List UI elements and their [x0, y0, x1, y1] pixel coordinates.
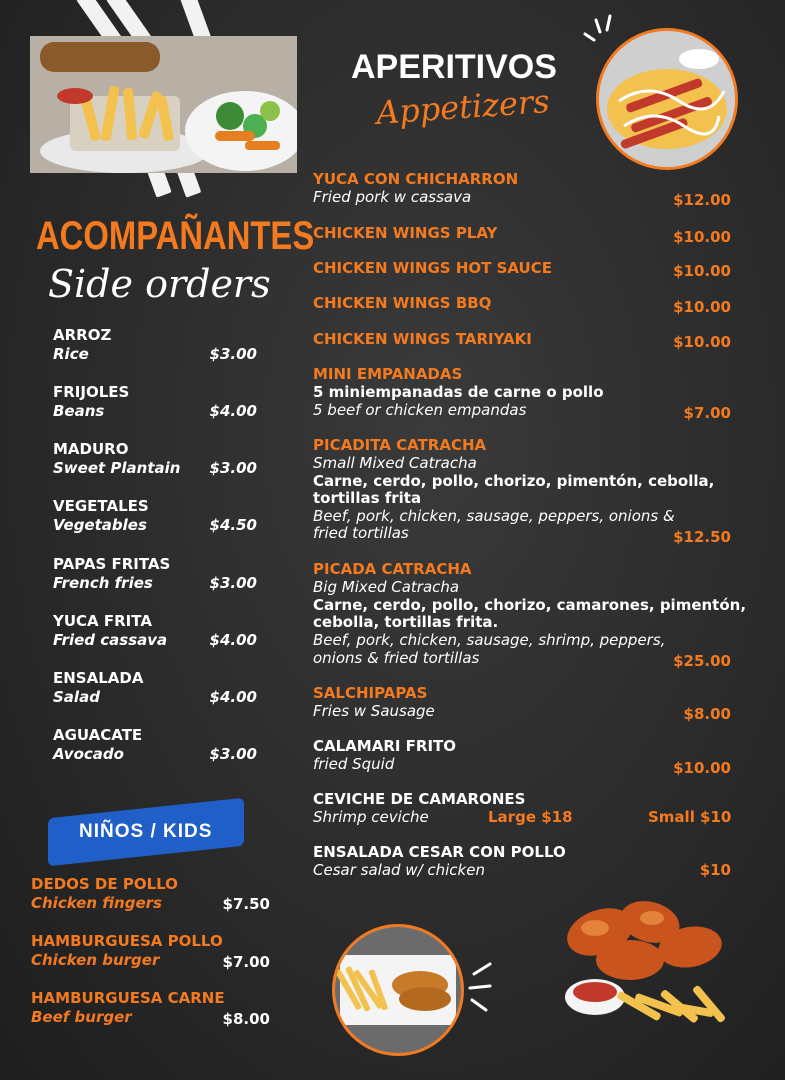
appetizer-item-price: $10.00 [673, 759, 731, 777]
appetizer-item-desc: 5 miniempanadas de carne o pollo [313, 383, 604, 401]
sparkle-icon [580, 12, 620, 52]
appetizer-item-name: CHICKEN WINGS TARIYAKI [313, 330, 532, 348]
appetizer-item-desc: 5 beef or chicken empandas [313, 401, 527, 419]
sides-subtitle: Side orders [48, 262, 271, 306]
appetizer-item-name: MINI EMPANADAS [313, 365, 463, 383]
appetizer-item-desc: Small Mixed Catracha [313, 454, 477, 472]
appetizer-item-desc: Carne, cerdo, pollo, chorizo, camarones, pimentón, [313, 596, 747, 614]
appetizer-item-price: $10 [699, 861, 731, 879]
kid-item-price: $7.50 [222, 895, 270, 913]
appetizer-item-desc: fried Squid [313, 755, 395, 773]
side-item-price: $4.00 [209, 688, 257, 706]
appetizer-item-price: $7.00 [683, 404, 731, 422]
side-item-name: ENSALADA [53, 669, 144, 687]
appetizers-title: APERITIVOS [351, 48, 557, 86]
side-item-price: $3.00 [209, 459, 257, 477]
side-item-sub: Sweet Plantain [53, 459, 181, 477]
sides-title: ACOMPAÑANTES [36, 214, 315, 258]
appetizer-item-desc: Big Mixed Catracha [313, 578, 460, 596]
side-item-price: $4.00 [209, 402, 257, 420]
appetizer-item-price: $10.00 [673, 333, 731, 351]
side-item-name: YUCA FRITA [53, 612, 152, 630]
side-item-price: $4.00 [209, 631, 257, 649]
kid-item-price: $8.00 [222, 1010, 270, 1028]
fries-plate-illustration [30, 36, 297, 173]
side-item-price: $3.00 [209, 345, 257, 363]
side-item-price: $3.00 [209, 574, 257, 592]
appetizer-item-name: SALCHIPAPAS [313, 684, 428, 702]
appetizer-item-desc: Cesar salad w/ chicken [313, 861, 485, 879]
side-item-name: MADURO [53, 440, 129, 458]
kid-item-name: HAMBURGUESA CARNE [31, 989, 225, 1007]
appetizer-item-desc: Fried pork w cassava [313, 188, 472, 206]
side-item-name: PAPAS FRITAS [53, 555, 171, 573]
appetizer-small-price: Small $10 [648, 808, 732, 826]
appetizer-large-price: Large $18 [488, 808, 573, 826]
fried-food-photo [332, 924, 464, 1056]
side-item-name: AGUACATE [53, 726, 143, 744]
appetizer-item-price: $12.00 [673, 191, 731, 209]
side-item-name: ARROZ [53, 326, 112, 344]
nachos-illustration [599, 31, 735, 167]
appetizer-item-price: $25.00 [673, 652, 731, 670]
appetizer-item-desc: Shrimp ceviche [313, 808, 429, 826]
appetizer-item-name: CHICKEN WINGS PLAY [313, 224, 498, 242]
appetizer-item-price: $10.00 [673, 262, 731, 280]
appetizer-item-desc: Beef, pork, chicken, sausage, shrimp, peppers, [313, 631, 666, 649]
wings-fries-photo [540, 892, 745, 1032]
appetizer-item-price: $12.50 [673, 528, 731, 546]
side-item-sub: Beans [53, 402, 105, 420]
wings-fries-illustration [540, 892, 745, 1032]
side-item-sub: French fries [53, 574, 153, 592]
appetizer-item-price: $10.00 [673, 298, 731, 316]
side-item-sub: Vegetables [53, 516, 147, 534]
appetizer-item-name: PICADA CATRACHA [313, 560, 472, 578]
kids-banner-label: NIÑOS / KIDS [79, 821, 213, 842]
appetizer-item-desc: Carne, cerdo, pollo, chorizo, pimentón, cebolla, [313, 472, 715, 490]
sparkle-icon [462, 960, 496, 1014]
appetizers-subtitle: Appetizers [374, 81, 551, 133]
appetizer-item-name: CALAMARI FRITO [313, 737, 457, 755]
side-item-price: $4.50 [209, 516, 257, 534]
appetizer-item-desc: Beef, pork, chicken, sausage, peppers, onions & [313, 507, 675, 525]
appetizer-item-name: CEVICHE DE CAMARONES [313, 790, 526, 808]
fries-plate-photo [30, 36, 297, 173]
side-item-sub: Salad [53, 688, 100, 706]
appetizer-item-name: CHICKEN WINGS BBQ [313, 294, 492, 312]
kid-item-sub: Chicken fingers [31, 894, 162, 912]
side-item-price: $3.00 [209, 745, 257, 763]
appetizer-item-price: $8.00 [683, 705, 731, 723]
appetizer-item-desc: fried tortillas [313, 524, 409, 542]
side-item-name: FRIJOLES [53, 383, 130, 401]
appetizer-item-name: YUCA CON CHICHARRON [313, 170, 519, 188]
kid-item-name: HAMBURGUESA POLLO [31, 932, 223, 950]
appetizer-item-desc: cebolla, tortillas frita. [313, 613, 499, 631]
side-item-name: VEGETALES [53, 497, 149, 515]
appetizer-item-desc: tortillas frita [313, 489, 422, 507]
appetizer-item-name: CHICKEN WINGS HOT SAUCE [313, 259, 552, 277]
appetizer-item-desc: Fries w Sausage [313, 702, 435, 720]
kid-item-price: $7.00 [222, 953, 270, 971]
kid-item-name: DEDOS DE POLLO [31, 875, 178, 893]
side-item-sub: Avocado [53, 745, 124, 763]
side-item-sub: Rice [53, 345, 89, 363]
appetizer-item-price: $10.00 [673, 228, 731, 246]
appetizer-item-name: PICADITA CATRACHA [313, 436, 487, 454]
appetizer-item-name: ENSALADA CESAR CON POLLO [313, 843, 566, 861]
appetizer-item-desc: onions & fried tortillas [313, 649, 480, 667]
fried-food-illustration [335, 927, 461, 1053]
side-item-sub: Fried cassava [53, 631, 168, 649]
nachos-photo [596, 28, 738, 170]
kids-banner [48, 798, 244, 867]
kid-item-sub: Chicken burger [31, 951, 160, 969]
kid-item-sub: Beef burger [31, 1008, 132, 1026]
